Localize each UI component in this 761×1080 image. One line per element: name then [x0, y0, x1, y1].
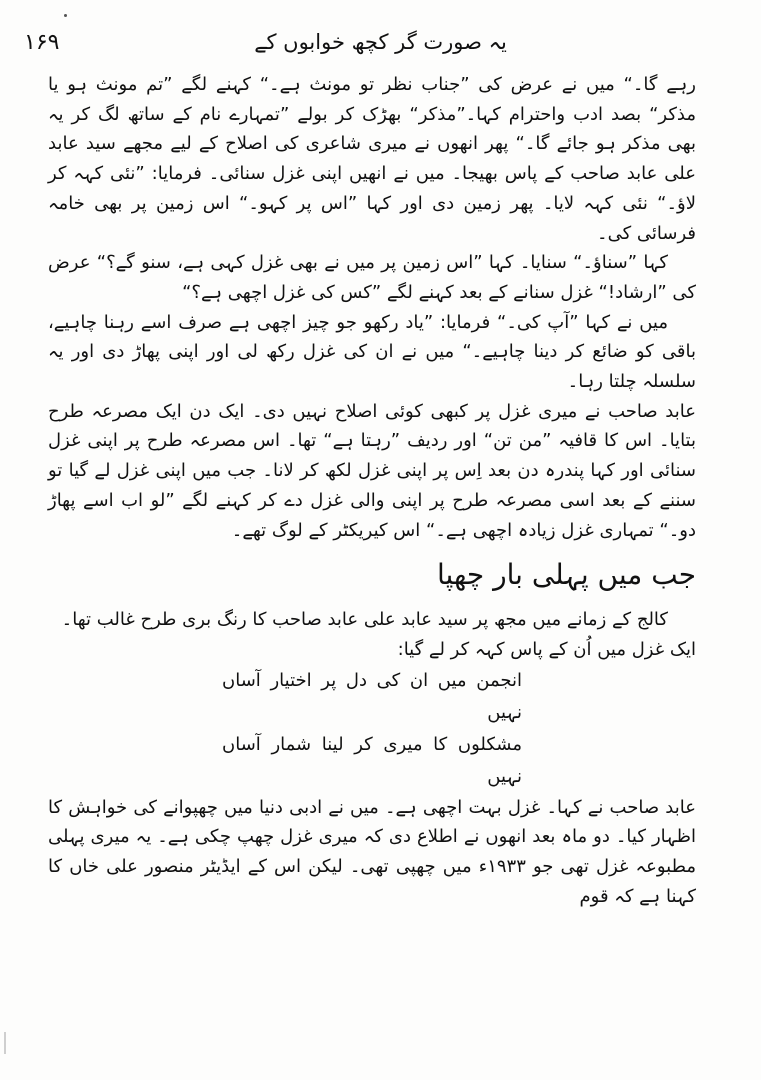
page-header [0, 26, 761, 62]
running-title: یہ صورت گر کچھ خوابوں کے [254, 30, 507, 54]
paragraph-5: کالج کے زمانے میں مجھ پر سید عابد علی عابد صاحب کا رنگ بری طرح غالب تھا۔ [61, 609, 668, 631]
paragraph-2: کہا ”سناؤ۔“ سنایا۔ کہا ”اس زمین پر میں نے بھی غزل کہی ہے، سنو گے؟“ عرض کی ”ارشاد!“ غزل سنانے کے بعد کہنے لگے ”کس کی غزل اچھی ہے؟“ [48, 252, 696, 303]
page-body [48, 70, 696, 911]
paragraph-7: عابد صاحب نے کہا۔ غزل بہت اچھی ہے۔ میں نے ادبی دنیا میں چھپوانے کی خواہش کا اظہار کیا۔ دو ماہ بعد انھوں نے اطلاع دی کہ میری غزل چھپ چکی ہے۔ یہ میری پہلی مطبوعہ غزل تھی جو ۱۹۳۳ء میں چھپی تھی۔ لیکن اس کے ایڈیٹر منصور علی خاں کا کہنا ہے کہ قوم [48, 796, 696, 907]
paragraph-3: میں نے کہا ”آپ کی۔“ فرمایا: ”یاد رکھو جو چیز اچھی ہے صرف اسے رہنا چاہیے، باقی کو ضائع کر دینا چاہیے۔“ میں نے ان کی غزل رکھ لی اور اپنی پھاڑ دی اور یہ سلسلہ چلتا رہا۔ [48, 311, 696, 393]
verse-line-2: مشکلوں کا میری کر لینا شمار آساں نہیں [222, 733, 522, 787]
section-heading: جب میں پہلی بار چھپا [436, 558, 696, 592]
page-number: ۱۶۹ [24, 30, 60, 55]
verse-line-1: انجمن میں ان کی دل پر اختیار آساں نہیں [222, 669, 522, 723]
scan-edge-mark [4, 1032, 6, 1054]
page-speck [64, 14, 67, 17]
paragraph-6: ایک غزل میں اُن کے پاس کہہ کر لے گیا: [397, 638, 696, 660]
paragraph-1: رہے گا۔“ میں نے عرض کی ”جناب نظر تو مونث ہے۔“ کہنے لگے ”تم مونث ہو یا مذکر“ بصد ادب واحترام کہا۔”مذکر“ بھڑک کر بولے ”تمہارے نام کے ساتھ لگ کر یہ بھی مذکر ہو جائے گا۔“ پھر انھوں نے میری شاعری کی اصلاح کے لیے مجھے سید عابد علی عابد صاحب کے پاس بھیجا۔ میں نے انھیں اپنی غزل سنائی۔ فرمایا: ”نئی کہہ کر لاؤ۔“ نئی کہہ لایا۔ پھر زمین دی اور کہا ”اس پر کہو۔“ اس زمین پر بھی خامہ فرسائی کی۔ [48, 74, 696, 244]
paragraph-4: عابد صاحب نے میری غزل پر کبھی کوئی اصلاح نہیں دی۔ ایک دن ایک مصرعہ طرح بتایا۔ اس کا قافیہ ”من تن“ اور ردیف ”رہتا ہے“ تھا۔ اس مصرعہ طرح پر اپنی غزل سنائی اور کہا پندرہ دن بعد اِس پر اپنی غزل لکھ کر لانا۔ جب میں اپنی غزل لے گیا تو سننے کے بعد اسی مصرعہ طرح پر اپنی والی غزل دے کر کہنے لگے ”لو اب اسے پھاڑ دو۔“ تمہاری غزل زیادہ اچھی ہے۔“ اس کیریکٹر کے لوگ تھے۔ [48, 400, 696, 541]
